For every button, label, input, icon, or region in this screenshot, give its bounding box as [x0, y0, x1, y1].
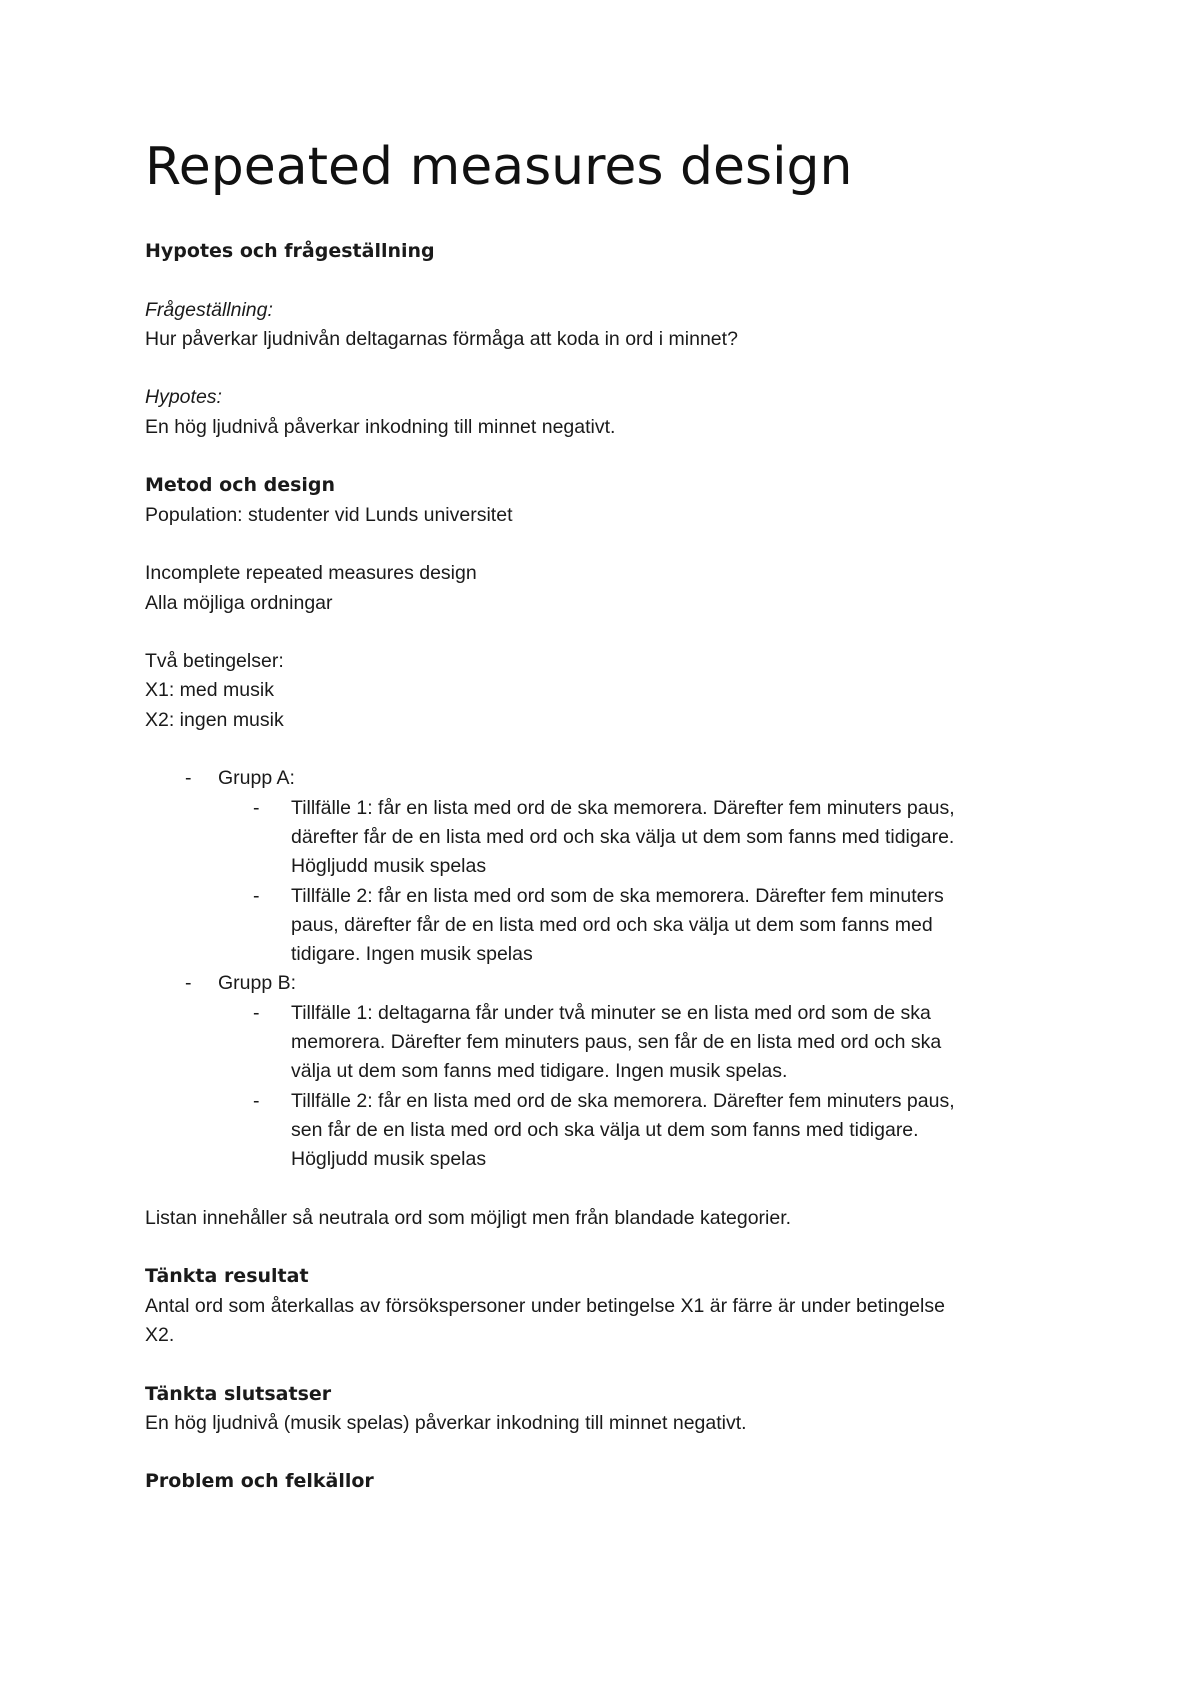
group-label: Grupp B: [218, 972, 297, 995]
occasion-line: Tillfälle 2: får en lista med ord som de ska memorera. Därefter fem minuters [291, 884, 944, 907]
group-label: Grupp A: [218, 767, 295, 790]
section-heading-hypothesis: Hypotes och frågeställning [145, 240, 435, 262]
list-item-occasion [145, 1087, 1095, 1175]
question-label: Frågeställning: [145, 298, 273, 321]
spacer [145, 1350, 1095, 1379]
list-item-group-a [145, 764, 1095, 793]
occasion-line: Tillfälle 1: får en lista med ord de ska memorera. Därefter fem minuters paus, [291, 796, 955, 819]
list-note: Listan innehåller så neutrala ord som möjligt men från blandade kategorier. [145, 1206, 792, 1229]
bullet-dash: - [253, 1001, 260, 1024]
occasion-line: därefter får de en lista med ord och ska välja ut dem som fanns med tidigare. [291, 825, 955, 848]
occasion-line: Högljudd musik spelas [291, 1148, 487, 1171]
hypothesis-text: En hög ljudnivå påverkar inkodning till minnet negativt. [145, 415, 616, 438]
document-body [145, 237, 1095, 1497]
list-item-occasion [145, 999, 1095, 1087]
section-heading-problems: Problem och felkällor [145, 1470, 374, 1493]
bullet-dash: - [253, 796, 260, 819]
section-heading-results: Tänkta resultat [145, 1265, 309, 1288]
list-item-occasion [145, 794, 1095, 882]
occasion-line: paus, därefter får de en lista med ord och ska välja ut dem som fanns med [291, 913, 933, 936]
occasion-line: välja ut dem som fanns med tidigare. Ingen musik spelas. [291, 1060, 788, 1083]
question-text: Hur påverkar ljudnivån deltagarnas förmåga att koda in ord i minnet? [145, 327, 738, 350]
conclusions-text: En hög ljudnivå (musik spelas) påverkar inkodning till minnet negativt. [145, 1411, 747, 1434]
conditions-label: Två betingelser: [145, 650, 284, 673]
hypothesis-label: Hypotes: [145, 386, 222, 409]
occasion-line: Tillfälle 1: deltagarna får under två minuter se en lista med ord som de ska [291, 1001, 931, 1024]
results-text: Antal ord som återkallas av försökspersoner under betingelse X1 är färre är under betingelse [145, 1294, 945, 1317]
population-text: Population: studenter vid Lunds universitet [145, 503, 513, 526]
section-heading-conclusions: Tänkta slutsatser [145, 1382, 332, 1405]
occasion-line: memorera. Därefter fem minuters paus, sen får de en lista med ord och ska [291, 1031, 942, 1054]
bullet-dash: - [253, 884, 260, 907]
design-text: Incomplete repeated measures design [145, 562, 477, 585]
occasion-line: Tillfälle 2: får en lista med ord de ska memorera. Därefter fem minuters paus, [291, 1089, 955, 1112]
list-item-occasion [145, 882, 1095, 970]
spacer [145, 618, 1095, 647]
spacer [145, 266, 1095, 295]
occasion-line: tidigare. Ingen musik spelas [291, 943, 533, 966]
condition-x1: X1: med musik [145, 679, 274, 702]
bullet-dash: - [253, 1089, 260, 1112]
bullet-dash: - [185, 767, 192, 790]
spacer [145, 530, 1095, 559]
occasion-line: Högljudd musik spelas [291, 855, 487, 878]
page-title: Repeated measures design [145, 137, 853, 197]
bullet-dash: - [185, 972, 192, 995]
spacer [145, 1233, 1095, 1262]
order-text: Alla möjliga ordningar [145, 591, 333, 614]
spacer [145, 1175, 1095, 1204]
spacer [145, 735, 1095, 764]
spacer [145, 354, 1095, 383]
list-item-group-b [145, 969, 1095, 998]
results-text-continued: X2. [145, 1323, 175, 1346]
condition-x2: X2: ingen musik [145, 708, 284, 731]
spacer [145, 442, 1095, 471]
section-heading-method: Metod och design [145, 474, 336, 497]
occasion-line: sen får de en lista med ord och ska välja ut dem som fanns med tidigare. [291, 1118, 919, 1141]
spacer [145, 1438, 1095, 1467]
